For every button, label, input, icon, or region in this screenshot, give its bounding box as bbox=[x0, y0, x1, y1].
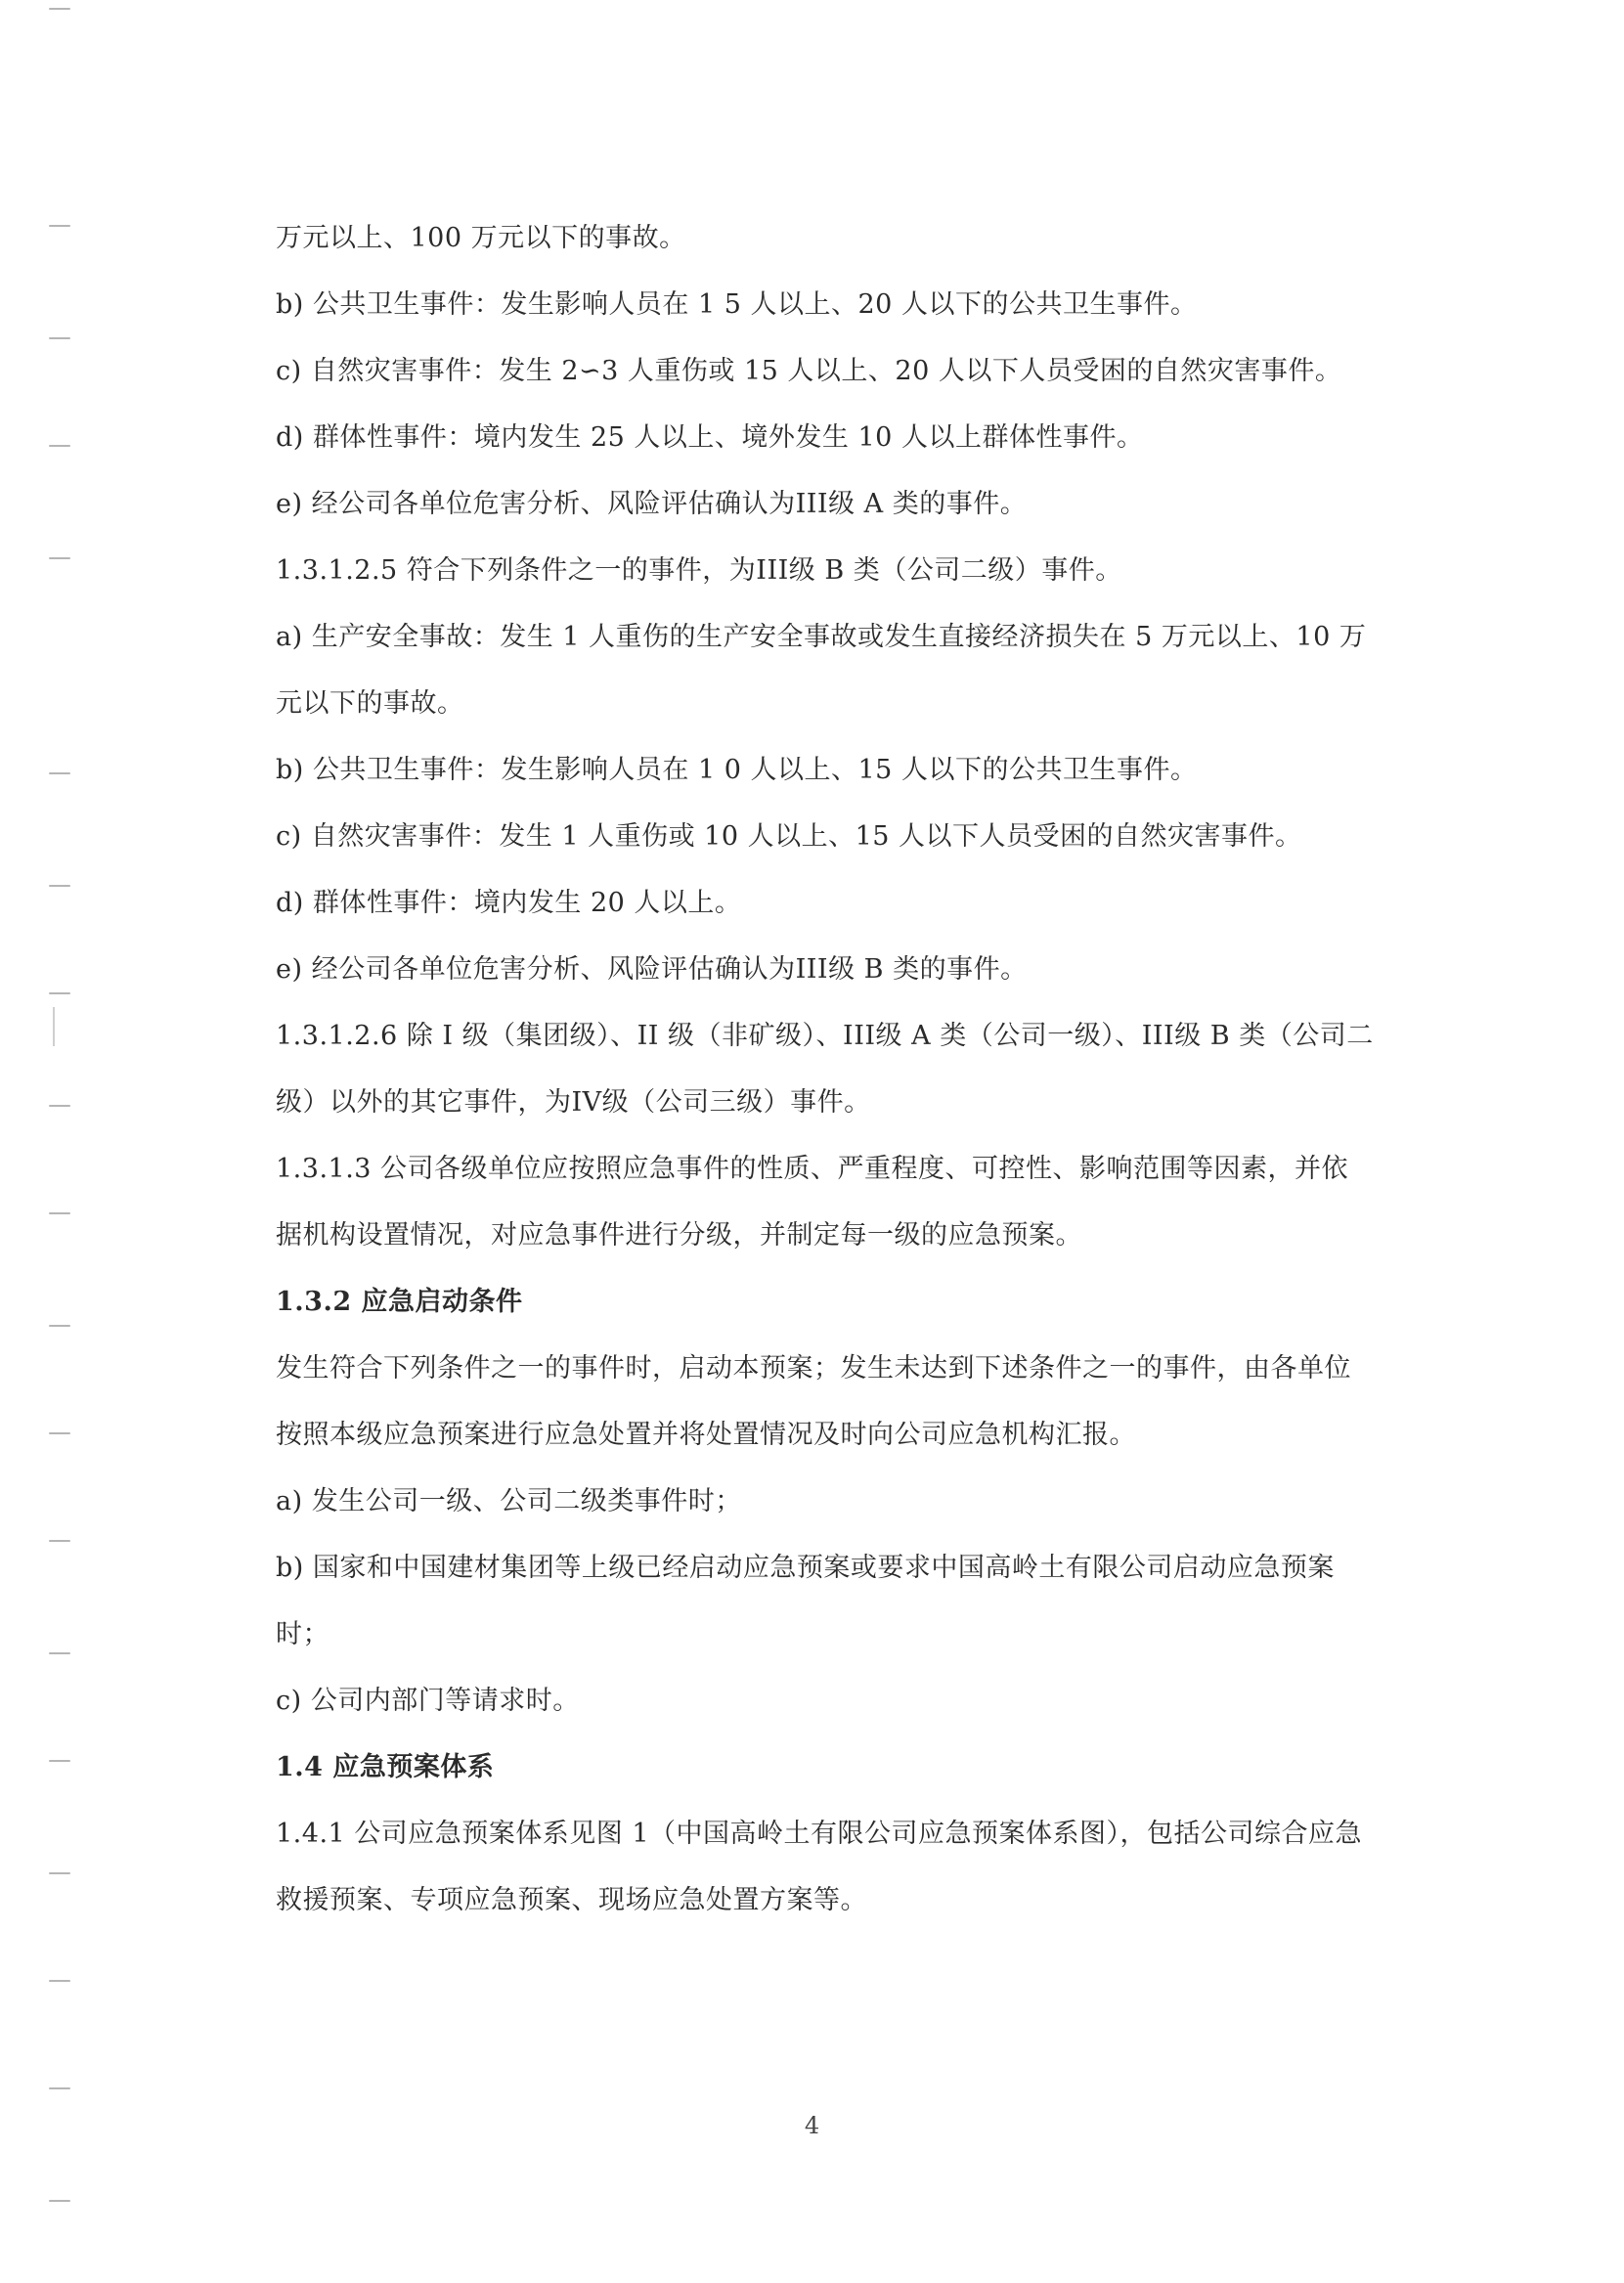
text-line: c) 自然灾害事件：发生 1 人重伤或 10 人以上、15 人以下人员受困的自然灾害事件。 bbox=[276, 821, 1302, 852]
binding-mark bbox=[49, 8, 70, 10]
binding-mark bbox=[49, 1980, 70, 1982]
text-line: 发生符合下列条件之一的事件时，启动本预案；发生未达到下述条件之一的事件，由各单位 bbox=[276, 1353, 1351, 1383]
text-line: d) 群体性事件：境内发生 20 人以上。 bbox=[276, 888, 742, 918]
binding-mark bbox=[49, 337, 70, 339]
binding-mark bbox=[49, 2200, 70, 2202]
section-1-3-1-3: 1.3.1.3 公司各级单位应按照应急事件的性质、严重程度、可控性、影响范围等因素，并依 bbox=[276, 1154, 1349, 1184]
text-line: e) 经公司各单位危害分析、风险评估确认为III级 B 类的事件。 bbox=[276, 954, 1028, 985]
binding-mark bbox=[49, 1872, 70, 1874]
text-line: 按照本级应急预案进行应急处置并将处置情况及时向公司应急机构汇报。 bbox=[276, 1420, 1136, 1450]
binding-mark bbox=[49, 557, 70, 559]
text-line: 救援预案、专项应急预案、现场应急处置方案等。 bbox=[276, 1885, 867, 1915]
binding-mark bbox=[49, 2087, 70, 2089]
section-heading-1-3-1-2-5: 1.3.1.2.5 符合下列条件之一的事件，为III级 B 类（公司二级）事件。 bbox=[276, 555, 1122, 586]
text-line: b) 公共卫生事件：发生影响人员在 1 0 人以上、15 人以下的公共卫生事件。 bbox=[276, 755, 1198, 785]
binding-mark bbox=[49, 772, 70, 774]
section-heading-1-3-2: 1.3.2 应急启动条件 bbox=[276, 1287, 523, 1317]
text-line: a) 发生公司一级、公司二级类事件时； bbox=[276, 1486, 742, 1516]
text-line: e) 经公司各单位危害分析、风险评估确认为III级 A 类的事件。 bbox=[276, 489, 1028, 519]
binding-mark bbox=[49, 1432, 70, 1434]
text-line: c) 自然灾害事件：发生 2∽3 人重伤或 15 人以上、20 人以下人员受困的自然灾害事件。 bbox=[276, 356, 1342, 386]
binding-mark bbox=[49, 1760, 70, 1762]
binding-mark bbox=[49, 1540, 70, 1542]
text-line: 级）以外的其它事件，为IV级（公司三级）事件。 bbox=[276, 1087, 871, 1118]
text-line: d) 群体性事件：境内发生 25 人以上、境外发生 10 人以上群体性事件。 bbox=[276, 422, 1144, 453]
text-line: 元以下的事故。 bbox=[276, 688, 464, 719]
binding-mark bbox=[49, 992, 70, 994]
binding-mark bbox=[49, 885, 70, 887]
binding-mark bbox=[49, 1105, 70, 1107]
text-line: a) 生产安全事故：发生 1 人重伤的生产安全事故或发生直接经济损失在 5 万元以上、10 万 bbox=[276, 622, 1367, 652]
text-line: 时； bbox=[276, 1619, 329, 1649]
text-line: 万元以上、100 万元以下的事故。 bbox=[276, 223, 686, 253]
binding-mark bbox=[49, 225, 70, 227]
text-line: b) 公共卫生事件：发生影响人员在 1 5 人以上、20 人以下的公共卫生事件。 bbox=[276, 289, 1198, 320]
text-line: 据机构设置情况，对应急事件进行分级，并制定每一级的应急预案。 bbox=[276, 1220, 1082, 1251]
binding-mark bbox=[49, 1325, 70, 1327]
document-body bbox=[276, 205, 1410, 1934]
section-heading-1-3-1-2-6: 1.3.1.2.6 除 I 级（集团级）、II 级（非矿级）、III级 A 类（公司一级）、III级 B 类（公司二 bbox=[276, 1021, 1374, 1051]
text-line: 1.4.1 公司应急预案体系见图 1（中国高岭土有限公司应急预案体系图），包括公司综合应急 bbox=[276, 1819, 1363, 1849]
binding-tick bbox=[53, 1007, 55, 1046]
binding-mark bbox=[49, 445, 70, 447]
text-line: b) 国家和中国建材集团等上级已经启动应急预案或要求中国高岭土有限公司启动应急预案 bbox=[276, 1553, 1335, 1583]
binding-mark bbox=[49, 1652, 70, 1654]
binding-mark bbox=[49, 1212, 70, 1214]
binding-hole-marks bbox=[49, 0, 78, 2283]
page-number: 4 bbox=[804, 2112, 820, 2139]
section-heading-1-4: 1.4 应急预案体系 bbox=[276, 1752, 495, 1782]
text-line: c) 公司内部门等请求时。 bbox=[276, 1686, 580, 1716]
